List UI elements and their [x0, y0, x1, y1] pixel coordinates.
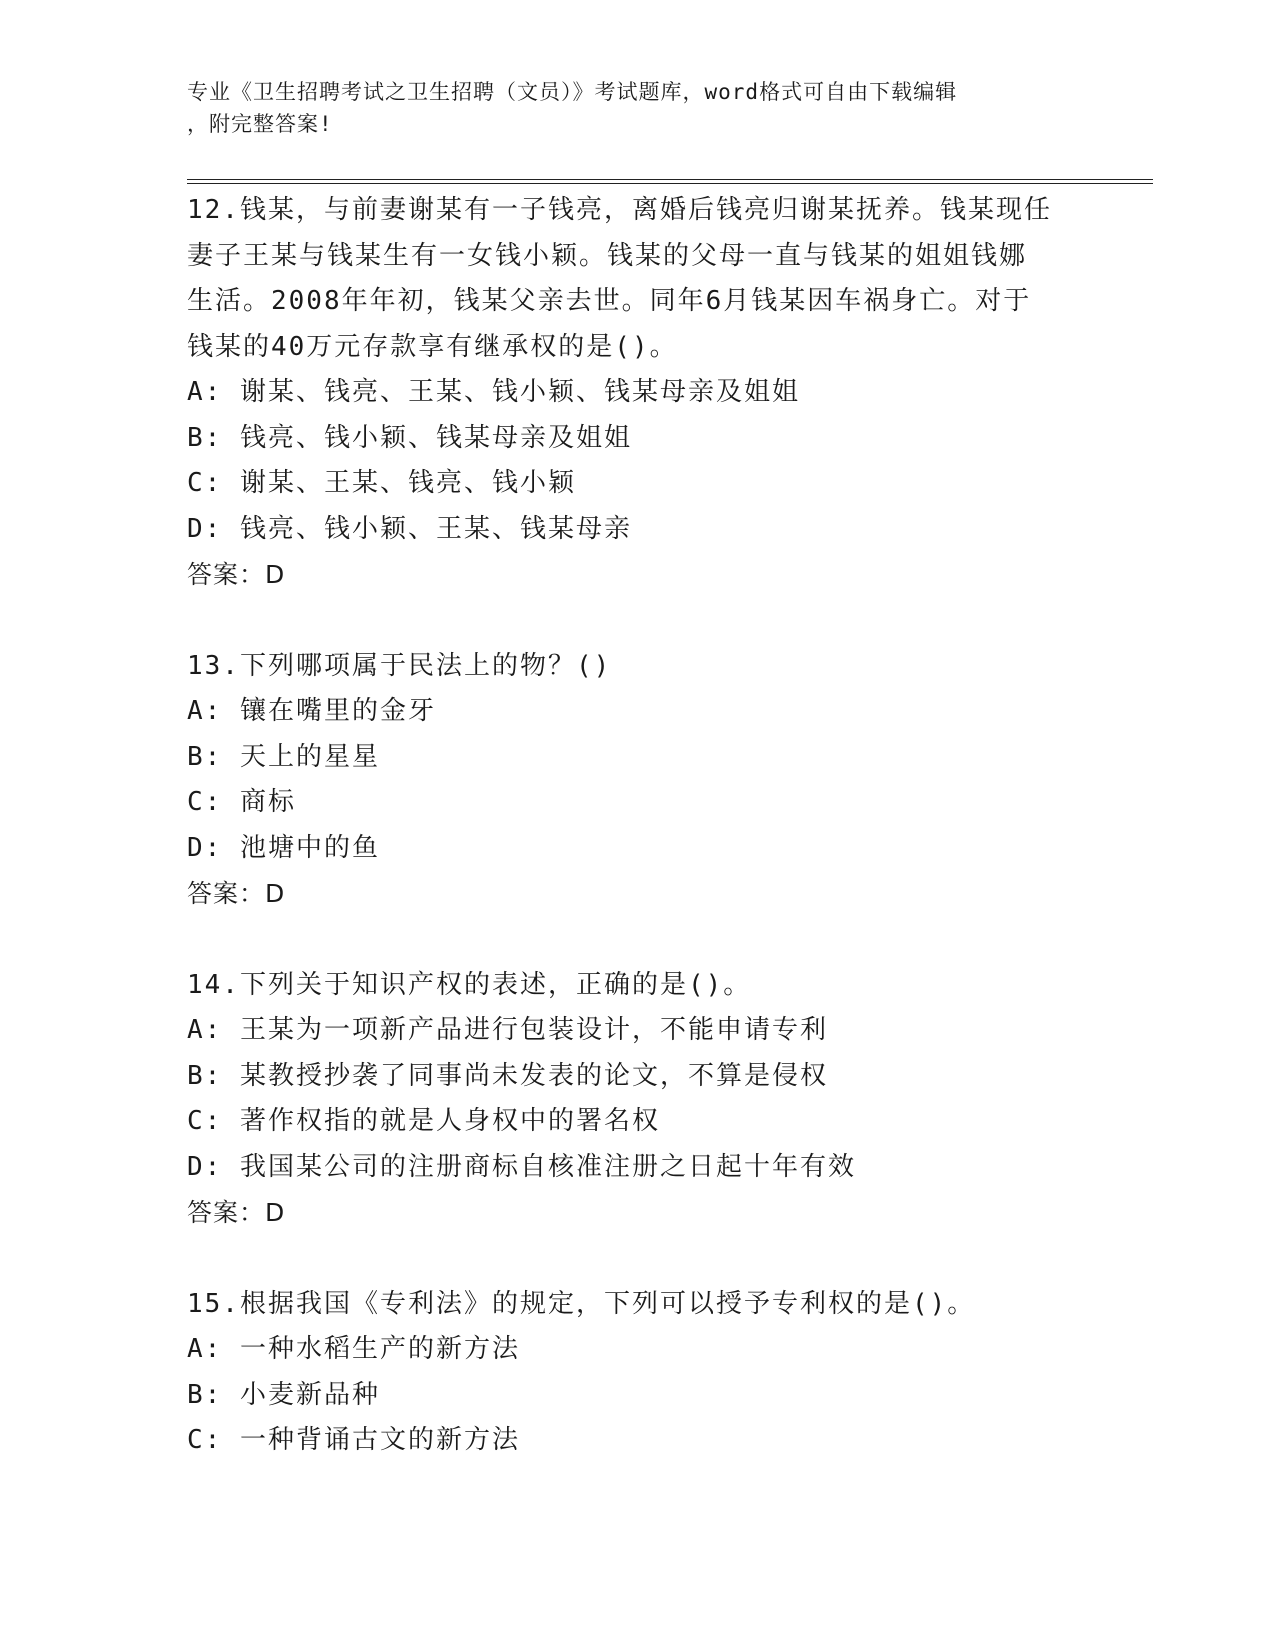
option-c: C: 著作权指的就是人身权中的署名权 — [187, 1106, 660, 1136]
option-a: A: 镶在嘴里的金牙 — [187, 696, 436, 726]
question-14 — [187, 963, 1087, 1236]
question-stem-line: 妻子王某与钱某生有一女钱小颖。钱某的父母一直与钱某的姐姐钱娜 — [187, 240, 1028, 271]
question-list — [187, 188, 1087, 1464]
header-title-line-1: 专业《卫生招聘考试之卫生招聘（文员）》考试题库，word格式可自由下载编辑 — [187, 80, 958, 104]
question-stem-line: 12.钱某，与前妻谢某有一子钱亮，离婚后钱亮归谢某抚养。钱某现任 — [187, 195, 1052, 225]
answer-label: 答案：D — [187, 560, 286, 589]
option-a: A: 谢某、钱亮、王某、钱小颖、钱某母亲及姐姐 — [187, 377, 800, 407]
option-c: C: 商标 — [187, 787, 296, 817]
option-b: B: 小麦新品种 — [187, 1379, 380, 1410]
option-d: D: 池塘中的鱼 — [187, 832, 380, 863]
option-c: C: 一种背诵古文的新方法 — [187, 1425, 520, 1455]
header-divider-bottom — [187, 183, 1153, 184]
option-a: A: 王某为一项新产品进行包装设计，不能申请专利 — [187, 1015, 828, 1045]
option-a: A: 一种水稻生产的新方法 — [187, 1334, 520, 1364]
question-stem-line: 生活。2008年年初，钱某父亲去世。同年6月钱某因车祸身亡。对于 — [187, 286, 1032, 316]
option-d: D: 钱亮、钱小颖、王某、钱某母亲 — [187, 513, 632, 544]
header-divider-top — [187, 179, 1153, 180]
question-12 — [187, 188, 1087, 598]
question-stem-line: 钱某的40万元存款享有继承权的是()。 — [187, 331, 678, 362]
question-15 — [187, 1282, 1087, 1464]
question-spacer — [187, 1236, 1087, 1282]
option-d: D: 我国某公司的注册商标自核准注册之日起十年有效 — [187, 1151, 856, 1182]
question-spacer — [187, 917, 1087, 963]
question-stem-line: 13.下列哪项属于民法上的物？() — [187, 650, 612, 681]
document-header — [187, 76, 1067, 140]
question-stem-line: 14.下列关于知识产权的表述，正确的是()。 — [187, 969, 752, 1000]
question-13 — [187, 644, 1087, 917]
answer-label: 答案：D — [187, 1198, 286, 1227]
question-stem-line: 15.根据我国《专利法》的规定，下列可以授予专利权的是()。 — [187, 1288, 976, 1319]
option-b: B: 某教授抄袭了同事尚未发表的论文，不算是侵权 — [187, 1060, 828, 1091]
header-title-line-2: ，附完整答案! — [187, 112, 333, 136]
option-b: B: 天上的星星 — [187, 741, 380, 772]
question-spacer — [187, 598, 1087, 644]
option-b: B: 钱亮、钱小颖、钱某母亲及姐姐 — [187, 422, 632, 453]
option-c: C: 谢某、王某、钱亮、钱小颖 — [187, 468, 576, 498]
answer-label: 答案：D — [187, 879, 286, 908]
